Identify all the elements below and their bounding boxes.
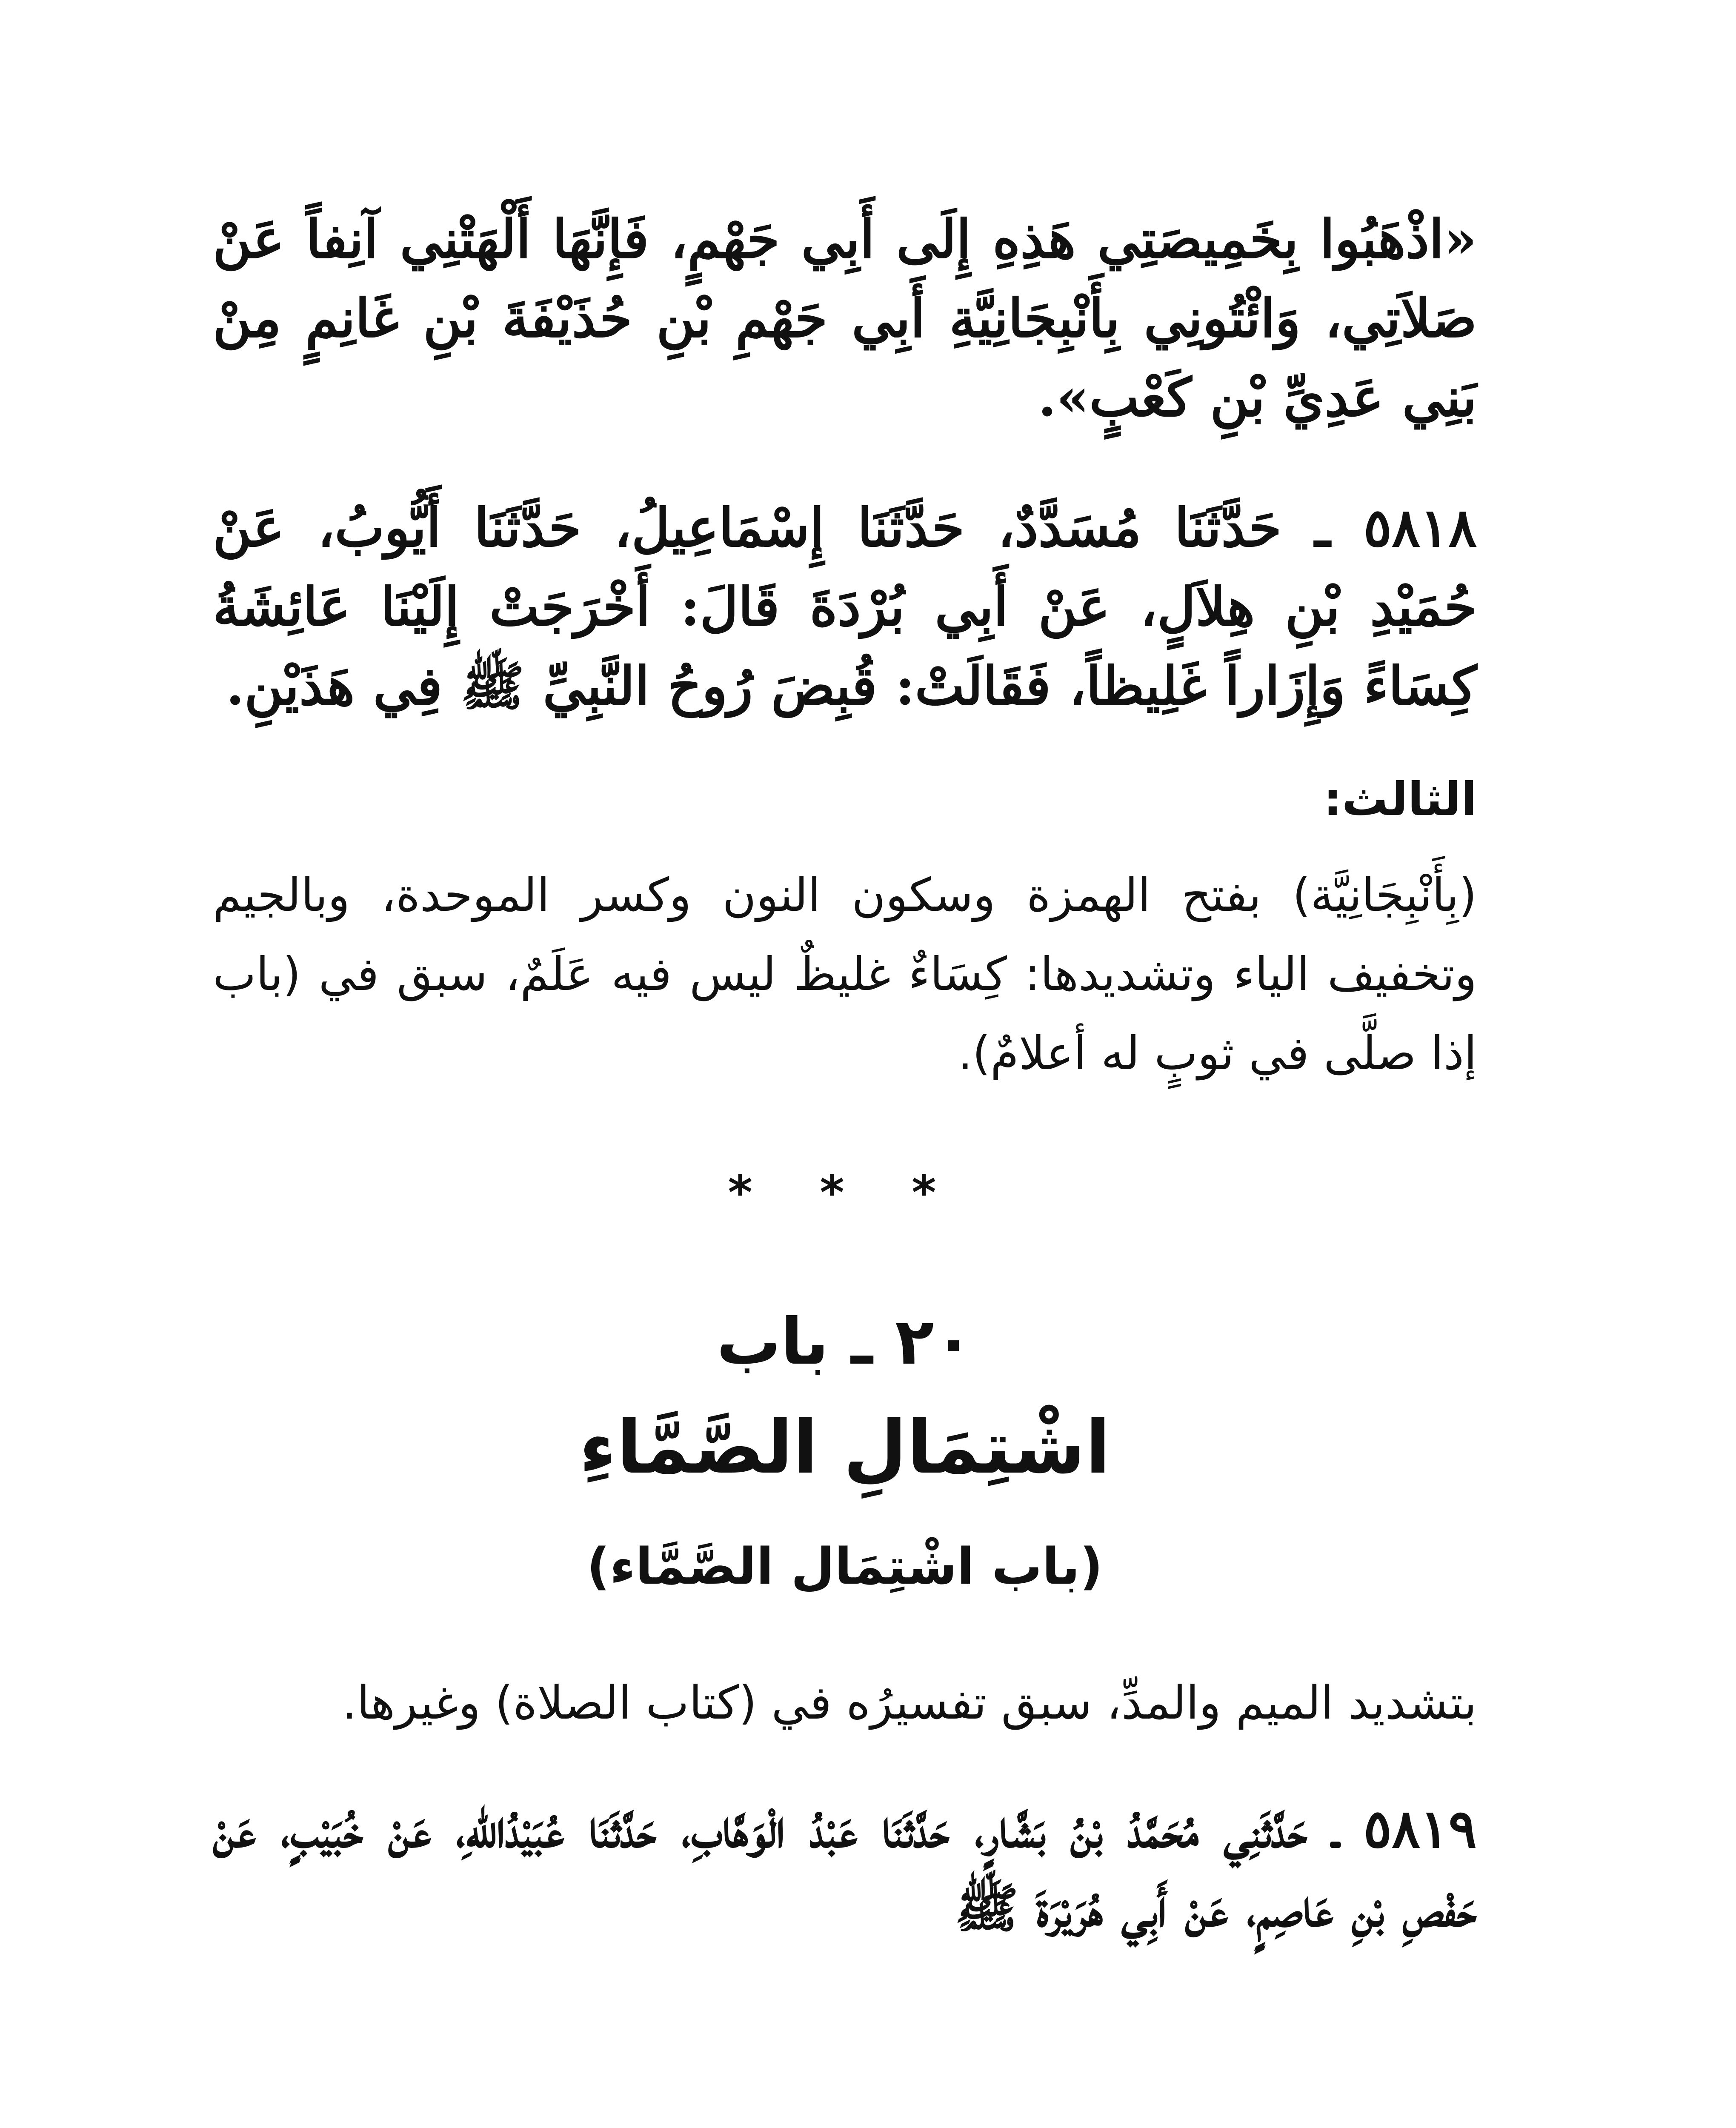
hadith-5819: ٥٨١٩ ـ حَدَّثَنِي مُحَمَّدُ بْنُ بَشَّارٍ، حَدَّثَنَا عَبْدُ الْوَهَّابِ، حَدَّثَنَا عُبَيْدُاللهِ، عَنْ خُبَيْبٍ، عَنْ حَفْصِ بْنِ عَاصِمٍ، عَنْ أَبِي هُرَيْرَةَ ﷺ xyxy=(213,1798,1477,1939)
page-content xyxy=(213,200,1477,1948)
commentary-ishtimal: بتشديد الميم والمدِّ، سبق تفسيرُه في (كتاب الصلاة) وغيرها. xyxy=(342,1676,1477,1730)
commentary-anbijaniyya: (بِأَنْبِجَانِيَّة) بفتح الهمزة وسكون النون وكسر الموحدة، وبالجيم وتخفيف الياء وتشديدها: كِسَاءٌ غليظٌ ليس فيه عَلَمٌ، سبق في (باب إذا صلَّى في ثوبٍ له أعلامٌ). xyxy=(213,869,1477,1080)
chapter-title: اشْتِمَالِ الصَّمَّاءِ xyxy=(579,1404,1111,1490)
section-label-third: الثالث: xyxy=(1323,773,1477,826)
chapter-subtitle: (باب اشْتِمَال الصَّمَّاء) xyxy=(586,1537,1103,1596)
chapter-number: ٢٠ ـ باب xyxy=(716,1305,973,1379)
hadith-continuation: «اذْهَبُوا بِخَمِيصَتِي هَذِهِ إِلَى أَبِي جَهْمٍ، فَإِنَّهَا أَلْهَتْنِي آنِفاً عَنْ صَلاَتِي، وَائْتُونِي بِأَنْبِجَانِيَّةِ أَبِي جَهْمِ بْنِ حُذَيْفَةَ بْنِ غَانِمٍ مِنْ بَنِي عَدِيِّ بْنِ كَعْبٍ». xyxy=(213,209,1477,429)
hadith-5818: ٥٨١٨ ـ حَدَّثَنَا مُسَدَّدٌ، حَدَّثَنَا إِسْمَاعِيلُ، حَدَّثَنَا أَيُّوبُ، عَنْ حُمَيْدِ بْنِ هِلاَلٍ، عَنْ أَبِي بُرْدَةَ قَالَ: أَخْرَجَتْ إِلَيْنَا عَائِشَةُ كِسَاءً وَإِزَاراً غَلِيظاً، فَقَالَتْ: قُبِضَ رُوحُ النَّبِيِّ ﷺ فِي هَذَيْنِ. xyxy=(213,497,1477,717)
section-separator: * * * xyxy=(728,1165,962,1220)
